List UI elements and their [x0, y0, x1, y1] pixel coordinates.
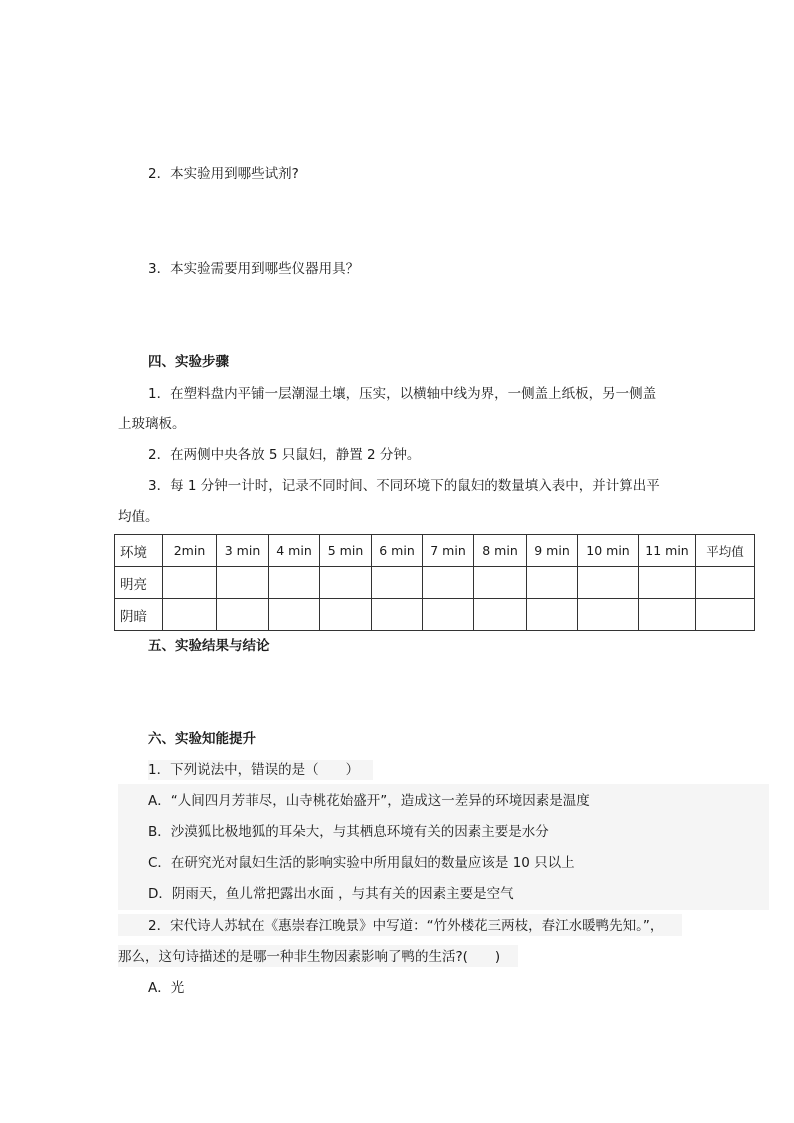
table-cell [372, 567, 423, 599]
table-cell [696, 599, 755, 631]
table-header-cell: 3 min [217, 535, 269, 567]
table-cell [639, 567, 696, 599]
table-header-cell: 平均值 [696, 535, 755, 567]
table-header-cell: 10 min [578, 535, 639, 567]
table-row-label: 明亮 [115, 567, 163, 599]
section-6-heading: 六、实验知能提升 [148, 731, 256, 747]
table-row-bright [115, 567, 755, 599]
option-c: C．在研究光对鼠妇生活的影响实验中所用鼠妇的数量应该是 10 只以上 [148, 855, 575, 871]
table-cell [269, 599, 320, 631]
exercise-2-line-2: 那么，这句诗描述的是哪一种非生物因素影响了鸭的生活?( ) [118, 949, 501, 965]
table-cell [217, 567, 269, 599]
exercise-2-line-1: 2．宋代诗人苏轼在《惠崇春江晚景》中写道：“竹外楼花三两枝，春江水暖鸭先知。”， [148, 918, 664, 934]
exercise-1-question: 1．下列说法中，错误的是（ ） [148, 760, 373, 780]
option-d: D．阴雨天，鱼儿常把露出水面 ，与其有关的因素主要是空气 [148, 886, 514, 902]
step-1-line-2: 上玻璃板。 [118, 416, 186, 432]
table-header-cell: 11 min [639, 535, 696, 567]
table-header-cell: 7 min [423, 535, 474, 567]
table-row-dark [115, 599, 755, 631]
option-b: B．沙漠狐比极地狐的耳朵大，与其栖息环境有关的因素主要是水分 [148, 824, 549, 840]
table-cell [163, 599, 217, 631]
table-header-cell: 5 min [320, 535, 372, 567]
table-cell [578, 599, 639, 631]
table-cell [474, 567, 527, 599]
table-cell [269, 567, 320, 599]
section-5-heading: 五、实验结果与结论 [148, 638, 270, 654]
table-cell [474, 599, 527, 631]
table-cell [696, 567, 755, 599]
table-cell [639, 599, 696, 631]
step-2: 2．在两侧中央各放 5 只鼠妇，静置 2 分钟。 [148, 447, 421, 463]
table-cell [320, 599, 372, 631]
table-header-cell: 2min [163, 535, 217, 567]
step-3-line-1: 3．每 1 分钟一计时，记录不同时间、不同环境下的鼠妇的数量填入表中，并计算出平 [148, 478, 660, 494]
table-cell [527, 567, 578, 599]
table-header-cell: 6 min [372, 535, 423, 567]
question-3: 3．本实验需要用到哪些仪器用具？ [148, 261, 360, 277]
table-header-cell: 9 min [527, 535, 578, 567]
table-header-cell: 环境 [115, 535, 163, 567]
step-1-line-1: 1．在塑料盘内平铺一层潮湿土壤，压实，以横轴中线为界，一侧盖上纸板，另一侧盖 [148, 386, 657, 402]
table-header-cell: 8 min [474, 535, 527, 567]
table-cell [320, 567, 372, 599]
table-cell [578, 567, 639, 599]
option-a: A．“人间四月芳菲尽，山寺桃花始盛开”，造成这一差异的环境因素是温度 [148, 793, 590, 809]
table-cell [423, 599, 474, 631]
observation-table [114, 534, 755, 631]
table-cell [423, 567, 474, 599]
table-cell [527, 599, 578, 631]
table-cell [217, 599, 269, 631]
step-3-line-2: 均值。 [118, 509, 159, 525]
question-2: 2．本实验用到哪些试剂? [148, 166, 299, 182]
table-row-label: 阴暗 [115, 599, 163, 631]
table-cell [163, 567, 217, 599]
table-header-cell: 4 min [269, 535, 320, 567]
table-cell [372, 599, 423, 631]
section-4-heading: 四、实验步骤 [148, 354, 229, 370]
exercise-2-option-a: A．光 [148, 980, 185, 996]
table-header-row [115, 535, 755, 567]
